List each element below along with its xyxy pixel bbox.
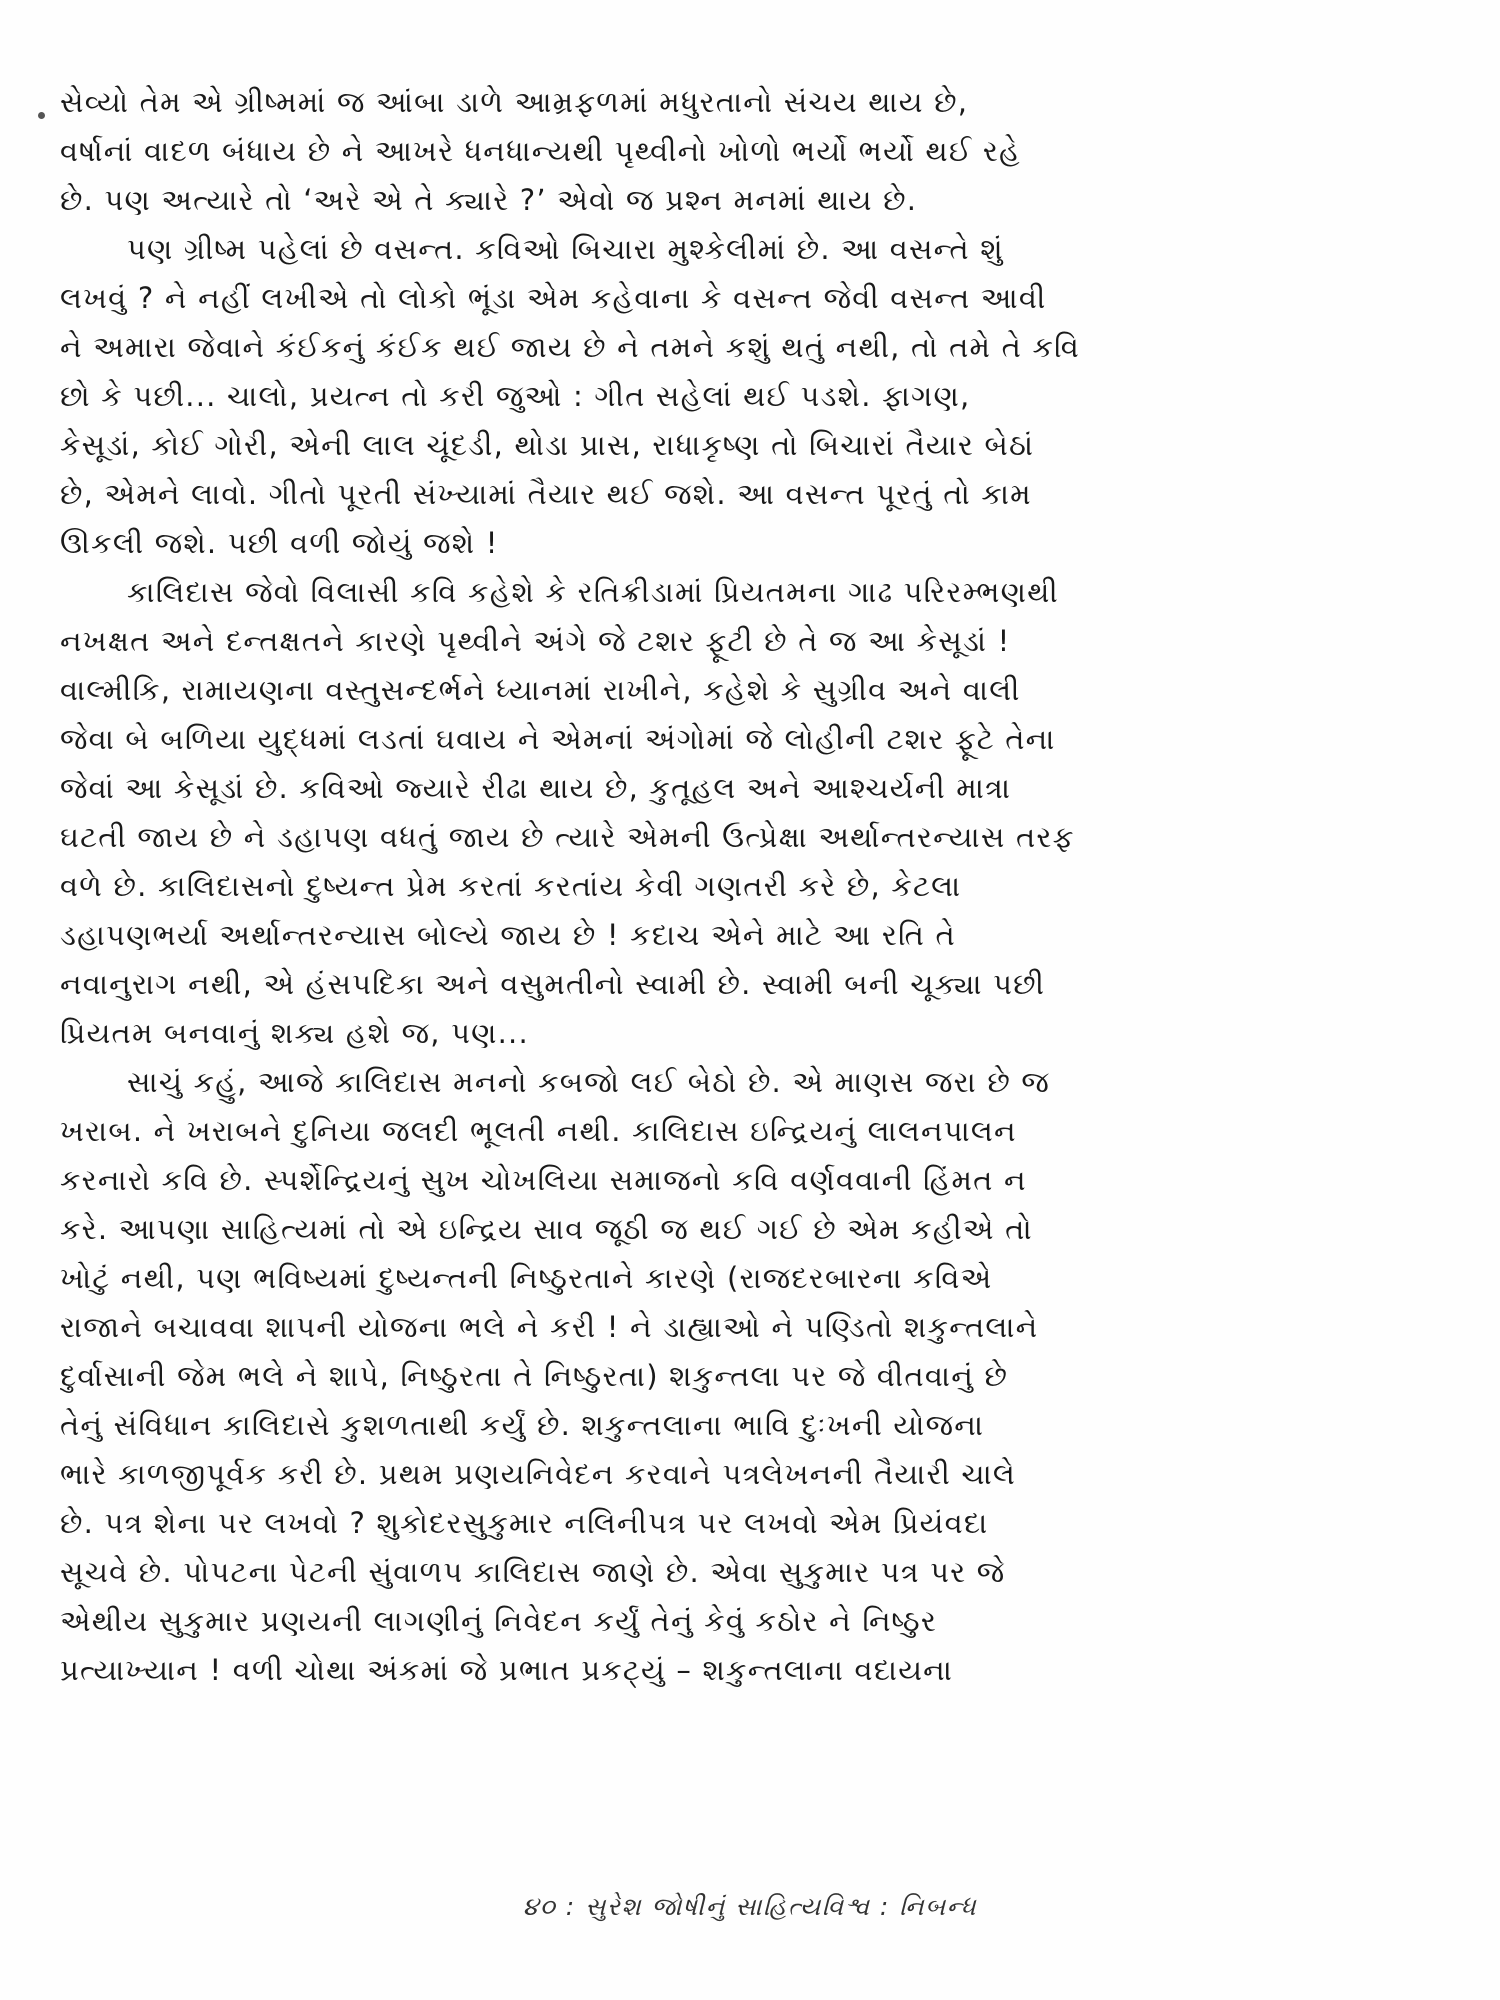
- text-line: સેવ્યો તેમ એ ગ્રીષ્મમાં જ આંબા ડાળે આમ્રફળમાં મધુરતાનો સંચય થાય છે,: [60, 85, 969, 119]
- scan-speck: [38, 112, 45, 119]
- text-line: વર્ષાનાં વાદળ બંધાય છે ને આખરે ધનધાન્યથી પૃથ્વીનો ખોળો ભર્યો ભર્યો થઈ રહે: [60, 134, 1021, 168]
- text-line: સૂચવે છે. પોપટના પેટની સુંવાળપ કાલિદાસ જાણે છે. એવા સુકુમાર પત્ર પર જે: [60, 1555, 1006, 1589]
- text-line: ઊકલી જશે. પછી વળી જોયું જશે !: [60, 526, 499, 560]
- text-line: છે. પત્ર શેના પર લખવો ? શુકોદરસુકુમાર નલિનીપત્ર પર લખવો એમ પ્રિયંવદા: [60, 1506, 989, 1540]
- page-footer: ૪૦ : સુરેશ જોષીનું સાહિત્યવિશ્વ : નિબન્ધ: [522, 1892, 978, 1921]
- text-line: ઘટતી જાય છે ને ડહાપણ વધતું જાય છે ત્યારે એમની ઉત્પ્રેક્ષા અર્થાન્તરન્યાસ તરફ: [60, 820, 1075, 854]
- text-line: કેસૂડાં, કોઈ ગોરી, એની લાલ ચૂંદડી, થોડા પ્રાસ, રાધાકૃષ્ણ તો બિચારાં તૈયાર બેઠાં: [60, 428, 1035, 462]
- text-line: ભારે કાળજીપૂર્વક કરી છે. પ્રથમ પ્રણયનિવેદન કરવાને પત્રલેખનની તૈયારી ચાલે: [60, 1457, 1017, 1491]
- text-line: દુર્વાસાની જેમ ભલે ને શાપે, નિષ્ઠુરતા તે નિષ્ઠુરતા) શકુન્તલા પર જે વીતવાનું છે: [60, 1359, 1009, 1393]
- text-line: ખોટું નથી, પણ ભવિષ્યમાં દુષ્યન્તની નિષ્ઠુરતાને કારણે (રાજદરબારના કવિએ: [60, 1261, 993, 1295]
- text-line: પ્રિયતમ બનવાનું શક્ય હશે જ, પણ...: [60, 1016, 529, 1050]
- text-line: ડહાપણભર્યા અર્થાન્તરન્યાસ બોલ્યે જાય છે ! કદાચ એને માટે આ રતિ તે: [60, 918, 956, 952]
- text-line: જેવાં આ કેસૂડાં છે. કવિઓ જ્યારે રીઢા થાય છે, કુતૂહલ અને આશ્ચર્યની માત્રા: [60, 771, 1012, 805]
- text-line: કરે. આપણા સાહિત્યમાં તો એ ઇન્દ્રિય સાવ જૂઠી જ થઈ ગઈ છે એમ કહીએ તો: [60, 1212, 1033, 1246]
- text-line: લખવું ? ને નહીં લખીએ તો લોકો ભૂંડા એમ કહેવાના કે વસન્ત જેવી વસન્ત આવી: [60, 281, 1047, 315]
- text-line: નખક્ષત અને દન્તક્ષતને કારણે પૃથ્વીને અંગે જે ટશર ફૂટી છે તે જ આ કેસૂડાં !: [60, 624, 1011, 658]
- text-line: જેવા બે બળિયા યુદ્ધમાં લડતાં ઘવાય ને એમનાં અંગોમાં જે લોહીની ટશર ફૂટે તેના: [60, 722, 1056, 756]
- text-line: સાચું કહું, આજે કાલિદાસ મનનો કબજો લઈ બેઠો છે. એ માણસ જરા છે જ: [127, 1065, 1051, 1099]
- text-line: રાજાને બચાવવા શાપની યોજના ભલે ને કરી ! ને ડાહ્યાઓ ને પણ્ડિતો શકુન્તલાને: [60, 1310, 1039, 1344]
- body-text: [60, 78, 1490, 1695]
- text-line: છે. પણ અત્યારે તો ‘અરે એ તે ક્યારે ?’ એવો જ પ્રશ્ન મનમાં થાય છે.: [60, 183, 918, 217]
- text-line: કાલિદાસ જેવો વિલાસી કવિ કહેશે કે રતિક્રીડામાં પ્રિયતમના ગાઢ પરિરમ્ભણથી: [127, 575, 1059, 609]
- text-line: ને અમારા જેવાને કંઈકનું કંઈક થઈ જાય છે ને તમને કશું થતું નથી, તો તમે તે કવિ: [60, 330, 1080, 364]
- text-line: એથીય સુકુમાર પ્રણયની લાગણીનું નિવેદન કર્યું તેનું કેવું કઠોર ને નિષ્ઠુર: [60, 1604, 938, 1638]
- text-line: છે, એમને લાવો. ગીતો પૂરતી સંખ્યામાં તૈયાર થઈ જશે. આ વસન્ત પૂરતું તો કામ: [60, 477, 1032, 511]
- text-line: પણ ગ્રીષ્મ પહેલાં છે વસન્ત. કવિઓ બિચારા મુશ્કેલીમાં છે. આ વસન્તે શું: [127, 232, 1004, 266]
- text-line: નવાનુરાગ નથી, એ હંસપદિકા અને વસુમતીનો સ્વામી છે. સ્વામી બની ચૂક્યા પછી: [60, 967, 1046, 1001]
- text-line: વાલ્મીકિ, રામાયણના વસ્તુસન્દર્ભને ધ્યાનમાં રાખીને, કહેશે કે સુગ્રીવ અને વાલી: [60, 673, 1021, 707]
- text-line: પ્રત્યાખ્યાન ! વળી ચોથા અંકમાં જે પ્રભાત પ્રકટ્યું – શકુન્તલાના વદાયના: [60, 1653, 954, 1687]
- text-line: છો કે પછી... ચાલો, પ્રયત્ન તો કરી જુઓ : ગીત સહેલાં થઈ પડશે. ફાગણ,: [60, 379, 971, 413]
- text-line: વળે છે. કાલિદાસનો દુષ્યન્ત પ્રેમ કરતાં કરતાંય કેવી ગણતરી કરે છે, કેટલા: [60, 869, 962, 903]
- text-line: ખરાબ. ને ખરાબને દુનિયા જલદી ભૂલતી નથી. કાલિદાસ ઇન્દ્રિયનું લાલનપાલન: [60, 1114, 1017, 1148]
- text-line: કરનારો કવિ છે. સ્પર્શેન્દ્રિયનું સુખ ચોખલિયા સમાજનો કવિ વર્ણવવાની હિંમત ન: [60, 1163, 1027, 1197]
- text-line: તેનું સંવિધાન કાલિદાસે કુશળતાથી કર્યું છે. શકુન્તલાના ભાવિ દુઃખની યોજના: [60, 1408, 985, 1442]
